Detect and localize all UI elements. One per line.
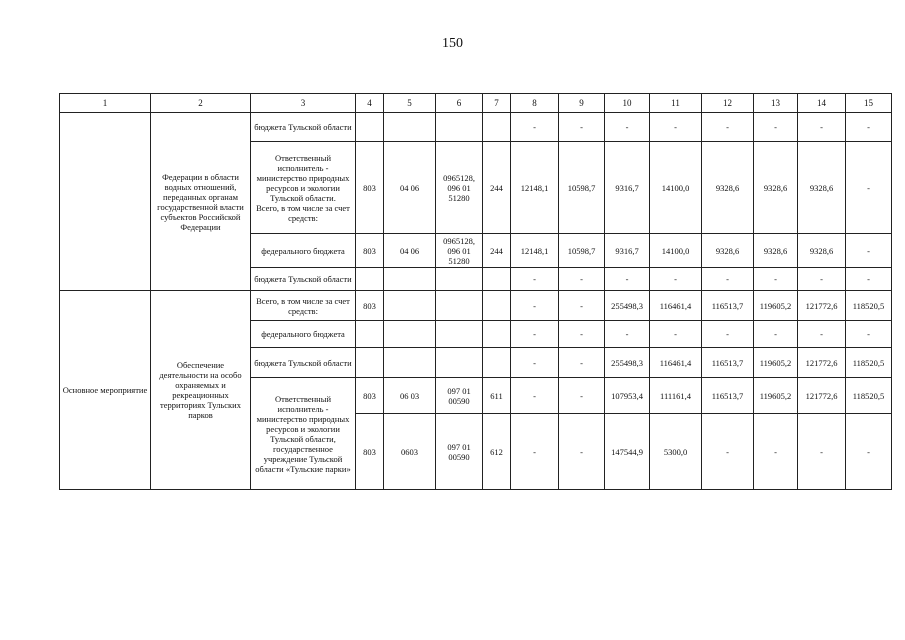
value-cell: 116461,4	[650, 348, 702, 378]
code-cell	[483, 113, 511, 142]
value-cell: -	[511, 378, 559, 414]
header-cell: 8	[511, 94, 559, 113]
code-cell: 0965128, 096 01 51280	[436, 234, 483, 268]
value-cell: -	[754, 321, 798, 348]
code-cell: 06 03	[384, 378, 436, 414]
value-cell: 10598,7	[559, 142, 605, 234]
code-cell	[483, 268, 511, 291]
value-cell: -	[605, 113, 650, 142]
value-cell: -	[702, 321, 754, 348]
value-cell: -	[798, 321, 846, 348]
budget-table	[59, 93, 892, 490]
value-cell: -	[798, 268, 846, 291]
code-cell	[483, 291, 511, 321]
value-cell: 14100,0	[650, 234, 702, 268]
value-cell: -	[702, 113, 754, 142]
value-cell: 118520,5	[846, 348, 892, 378]
value-cell: 119605,2	[754, 348, 798, 378]
header-cell: 9	[559, 94, 605, 113]
group2-description: Обеспечение деятельности на особо охраняемых и рекреационных территориях Тульских парков	[151, 291, 251, 490]
value-cell: 10598,7	[559, 234, 605, 268]
value-cell: 119605,2	[754, 378, 798, 414]
value-cell: 119605,2	[754, 291, 798, 321]
funding-source-cell: Ответственный исполнитель - министерство природных ресурсов и экологии Тульской области. Всего, в том числе за счет средств:	[251, 142, 356, 234]
value-cell: -	[511, 113, 559, 142]
value-cell: -	[846, 113, 892, 142]
funding-source-cell: бюджета Тульской области	[251, 268, 356, 291]
code-cell: 803	[356, 142, 384, 234]
header-row	[60, 94, 892, 113]
value-cell: 116513,7	[702, 348, 754, 378]
group1-col1-cell	[60, 113, 151, 291]
responsible-executor-cell: Ответственный исполнитель - министерство природных ресурсов и экологии Тульской области, государственное учреждение Тульской области «Тульские парки»	[251, 378, 356, 490]
value-cell: 9316,7	[605, 234, 650, 268]
code-cell: 244	[483, 142, 511, 234]
value-cell: 118520,5	[846, 291, 892, 321]
code-cell	[483, 321, 511, 348]
funding-source-cell: Всего, в том числе за счет средств:	[251, 291, 356, 321]
header-cell: 4	[356, 94, 384, 113]
header-cell: 1	[60, 94, 151, 113]
value-cell: -	[559, 291, 605, 321]
code-cell	[356, 321, 384, 348]
value-cell: 116461,4	[650, 291, 702, 321]
code-cell	[436, 321, 483, 348]
value-cell: 255498,3	[605, 291, 650, 321]
value-cell: 9328,6	[798, 234, 846, 268]
header-cell: 12	[702, 94, 754, 113]
code-cell	[384, 348, 436, 378]
value-cell: -	[605, 321, 650, 348]
code-cell: 803	[356, 234, 384, 268]
value-cell: -	[702, 268, 754, 291]
value-cell: -	[650, 321, 702, 348]
code-cell: 611	[483, 378, 511, 414]
value-cell: 9328,6	[754, 234, 798, 268]
code-cell	[384, 321, 436, 348]
value-cell: -	[511, 348, 559, 378]
value-cell: 118520,5	[846, 378, 892, 414]
value-cell: 12148,1	[511, 142, 559, 234]
value-cell: -	[559, 113, 605, 142]
value-cell: -	[650, 268, 702, 291]
value-cell: 116513,7	[702, 291, 754, 321]
code-cell	[384, 291, 436, 321]
value-cell: -	[605, 268, 650, 291]
code-cell	[356, 113, 384, 142]
code-cell: 803	[356, 291, 384, 321]
code-cell: 04 06	[384, 234, 436, 268]
funding-source-cell: федерального бюджета	[251, 234, 356, 268]
value-cell: -	[754, 414, 798, 490]
code-cell: 803	[356, 414, 384, 490]
value-cell: -	[754, 113, 798, 142]
header-cell: 15	[846, 94, 892, 113]
code-cell	[483, 348, 511, 378]
header-cell: 11	[650, 94, 702, 113]
code-cell	[356, 348, 384, 378]
header-cell: 10	[605, 94, 650, 113]
value-cell: -	[798, 414, 846, 490]
header-cell: 13	[754, 94, 798, 113]
value-cell: -	[511, 321, 559, 348]
value-cell: 147544,9	[605, 414, 650, 490]
value-cell: -	[559, 268, 605, 291]
value-cell: 9328,6	[702, 142, 754, 234]
value-cell: 9328,6	[754, 142, 798, 234]
header-cell: 7	[483, 94, 511, 113]
code-cell	[356, 268, 384, 291]
value-cell: -	[754, 268, 798, 291]
funding-source-cell: бюджета Тульской области	[251, 113, 356, 142]
code-cell: 04 06	[384, 142, 436, 234]
header-cell: 6	[436, 94, 483, 113]
header-cell: 14	[798, 94, 846, 113]
code-cell: 097 01 00590	[436, 414, 483, 490]
group1-description: Федерации в области водных отношений, переданных органам государственной власти субъектов Российской Федерации	[151, 113, 251, 291]
value-cell: -	[846, 234, 892, 268]
value-cell: -	[559, 348, 605, 378]
value-cell: 9328,6	[702, 234, 754, 268]
value-cell: 121772,6	[798, 378, 846, 414]
value-cell: -	[846, 414, 892, 490]
code-cell	[436, 268, 483, 291]
funding-source-cell: бюджета Тульской области	[251, 348, 356, 378]
code-cell: 0603	[384, 414, 436, 490]
value-cell: 121772,6	[798, 348, 846, 378]
code-cell: 612	[483, 414, 511, 490]
value-cell: 107953,4	[605, 378, 650, 414]
value-cell: 111161,4	[650, 378, 702, 414]
code-cell	[384, 113, 436, 142]
value-cell: -	[702, 414, 754, 490]
header-cell: 3	[251, 94, 356, 113]
page-number: 150	[442, 36, 463, 51]
value-cell: 9328,6	[798, 142, 846, 234]
value-cell: -	[559, 414, 605, 490]
code-cell: 803	[356, 378, 384, 414]
header-cell: 5	[384, 94, 436, 113]
value-cell: 12148,1	[511, 234, 559, 268]
value-cell: -	[846, 321, 892, 348]
value-cell: -	[846, 142, 892, 234]
value-cell: 255498,3	[605, 348, 650, 378]
code-cell: 244	[483, 234, 511, 268]
code-cell	[436, 113, 483, 142]
value-cell: -	[559, 378, 605, 414]
value-cell: 14100,0	[650, 142, 702, 234]
code-cell	[384, 268, 436, 291]
header-cell: 2	[151, 94, 251, 113]
code-cell	[436, 348, 483, 378]
value-cell: 121772,6	[798, 291, 846, 321]
funding-source-cell: федерального бюджета	[251, 321, 356, 348]
code-cell	[436, 291, 483, 321]
code-cell: 0965128, 096 01 51280	[436, 142, 483, 234]
value-cell: -	[559, 321, 605, 348]
table-row	[60, 291, 892, 321]
value-cell: -	[846, 268, 892, 291]
value-cell: 9316,7	[605, 142, 650, 234]
value-cell: 116513,7	[702, 378, 754, 414]
value-cell: -	[798, 113, 846, 142]
value-cell: -	[511, 268, 559, 291]
code-cell: 097 01 00590	[436, 378, 483, 414]
value-cell: -	[650, 113, 702, 142]
value-cell: -	[511, 291, 559, 321]
value-cell: -	[511, 414, 559, 490]
group2-label: Основное мероприятие	[60, 291, 151, 490]
value-cell: 5300,0	[650, 414, 702, 490]
table-row	[60, 113, 892, 142]
